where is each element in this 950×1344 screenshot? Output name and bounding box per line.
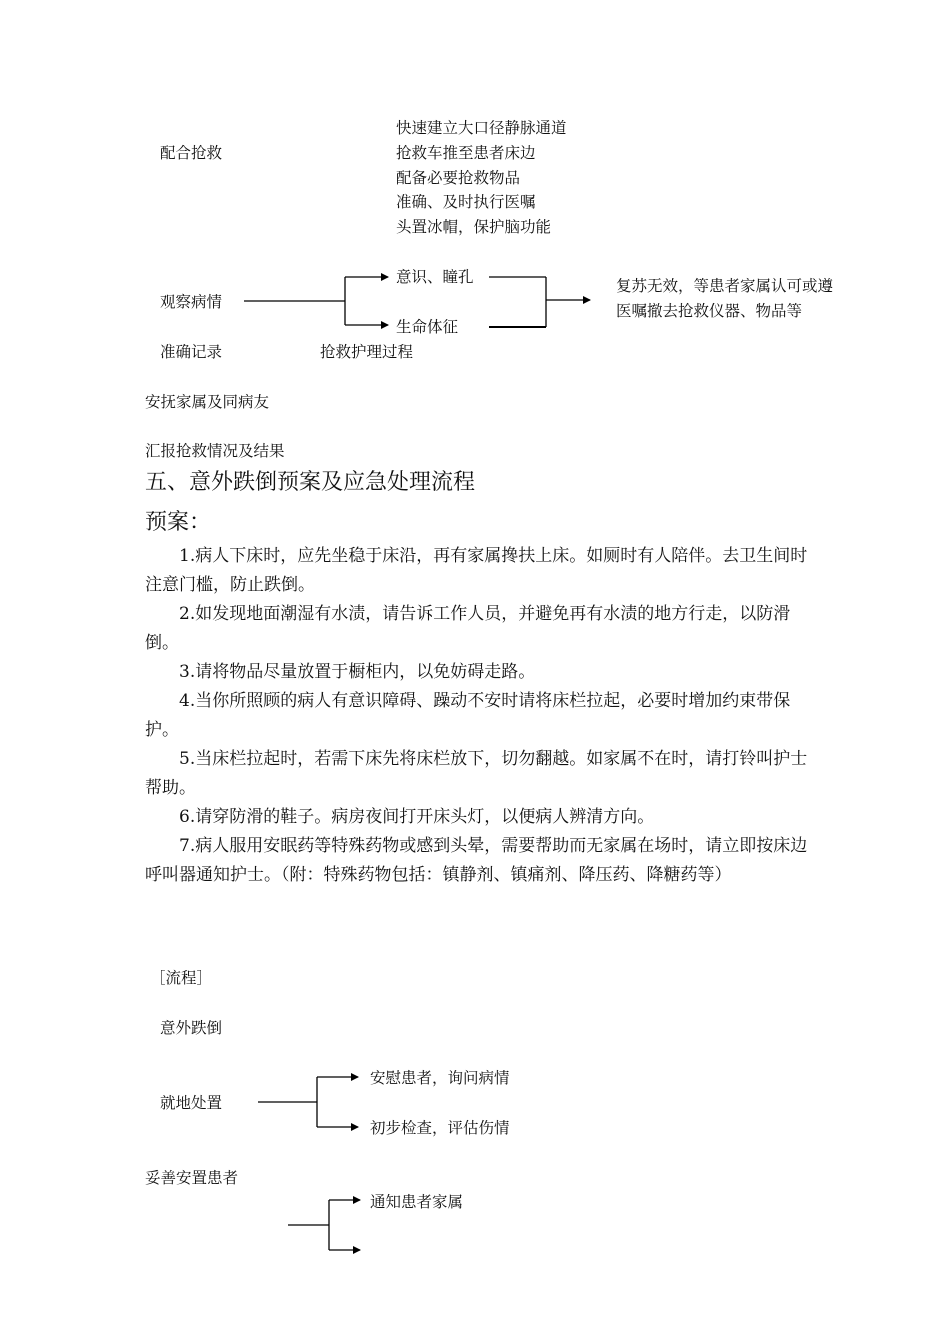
rescue-step-1: 快速建立大口径静脉通道 bbox=[396, 119, 567, 137]
record-content-label: 抢救护理过程 bbox=[320, 343, 414, 361]
plan-item-6: 6.请穿防滑的鞋子。病房夜间打开床头灯，以便病人辨清方向。 bbox=[179, 807, 655, 827]
comfort-patient-label: 安慰患者，询问病情 bbox=[370, 1069, 510, 1087]
plan-item-1: 1.病人下床时，应先坐稳于床沿，再有家属搀扶上床。如厕时有人陪伴。去卫生间时注意门槛，防止跌倒。 bbox=[145, 546, 808, 595]
record-label: 准确记录 bbox=[160, 343, 223, 361]
plan-heading: 预案： bbox=[145, 510, 212, 535]
notify-family-label: 通知患者家属 bbox=[370, 1193, 464, 1211]
initial-check-label: 初步检查，评估伤情 bbox=[370, 1119, 510, 1137]
rescue-step-3: 配备必要抢救物品 bbox=[396, 169, 521, 187]
flow-heading: ［流程］ bbox=[150, 969, 213, 987]
observe-condition-label: 观察病情 bbox=[160, 293, 223, 311]
rescue-step-2: 抢救车推至患者床边 bbox=[396, 144, 536, 162]
consciousness-pupil-label: 意识、瞳孔 bbox=[396, 268, 474, 286]
settle-patient-label: 妥善安置患者 bbox=[145, 1169, 239, 1187]
plan-item-3: 3.请将物品尽量放置于橱柜内，以免妨碍走路。 bbox=[179, 662, 536, 682]
accidental-fall-label: 意外跌倒 bbox=[160, 1019, 223, 1037]
report-result-label: 汇报抢救情况及结果 bbox=[145, 442, 285, 460]
result-line-1: 复苏无效，等患者家属认可或遵 bbox=[616, 277, 834, 295]
plan-item-4: 4.当你所照顾的病人有意识障碍、躁动不安时请将床栏拉起，必要时增加约束带保护。 bbox=[145, 691, 791, 740]
comfort-family-label: 安抚家属及同病友 bbox=[145, 393, 270, 411]
cooperate-rescue-label: 配合抢救 bbox=[160, 144, 223, 162]
section-title: 五、意外跌倒预案及应急处理流程 bbox=[145, 470, 476, 495]
rescue-step-5: 头置冰帽，保护脑功能 bbox=[396, 218, 552, 236]
plan-item-5: 5.当床栏拉起时，若需下床先将床栏放下，切勿翻越。如家属不在时，请打铃叫护士帮助。 bbox=[145, 749, 808, 798]
plan-item-2: 2.如发现地面潮湿有水渍，请告诉工作人员，并避免再有水渍的地方行走，以防滑倒。 bbox=[145, 604, 791, 653]
vital-signs-label: 生命体征 bbox=[396, 318, 459, 336]
rescue-step-4: 准确、及时执行医嘱 bbox=[396, 193, 536, 211]
result-line-2: 医嘱撤去抢救仪器、物品等 bbox=[616, 302, 803, 320]
onsite-handling-label: 就地处置 bbox=[160, 1094, 223, 1112]
plan-item-7: 7.病人服用安眠药等特殊药物或感到头晕，需要帮助而无家属在场时，请立即按床边呼叫器通知护士。（附：特殊药物包括：镇静剂、镇痛剂、降压药、降糖药等） bbox=[145, 836, 808, 885]
